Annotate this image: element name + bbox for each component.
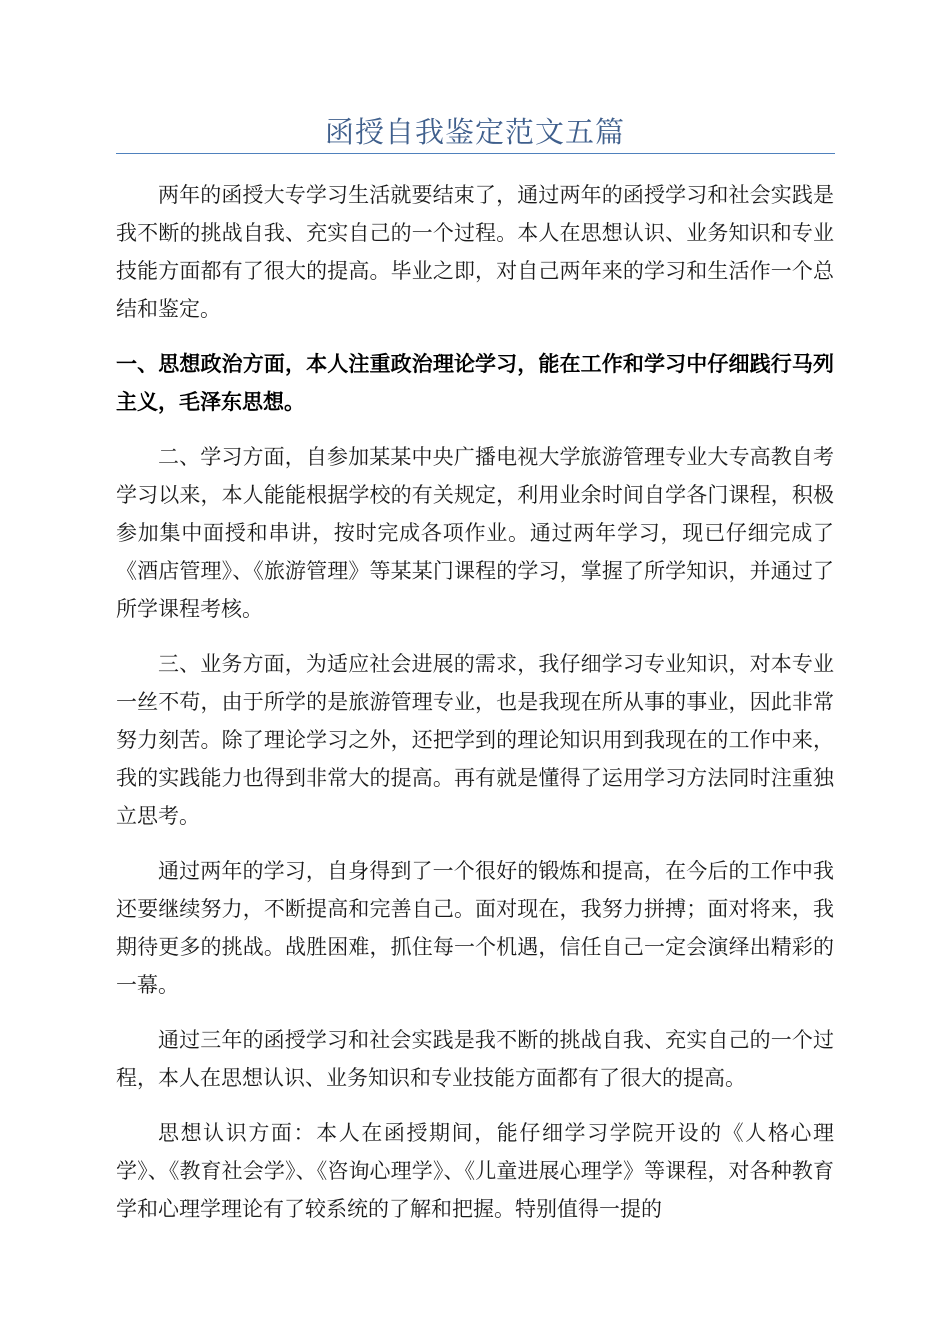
paragraph-summary: 通过两年的学习，自身得到了一个很好的锻炼和提高，在今后的工作中我还要继续努力，不断提高和完善自己。面对现在，我努力拼搏；面对将来，我期待更多的挑战。战胜困难，抓住每一个机遇，信任自己一定会演绎出精彩的一幕。 — [116, 859, 834, 997]
title-underline — [116, 153, 835, 154]
paragraph-second-essay-intro: 通过三年的函授学习和社会实践是我不断的挑战自我、充实自己的一个过程，本人在思想认识、业务知识和专业技能方面都有了很大的提高。 — [116, 1028, 834, 1090]
paragraph-intro: 两年的函授大专学习生活就要结束了，通过两年的函授学习和社会实践是我不断的挑战自我、充实自己的一个过程。本人在思想认识、业务知识和专业技能方面都有了很大的提高。毕业之即，对自己两年来的学习和生活作一个总结和鉴定。 — [116, 183, 834, 321]
document-title: 函授自我鉴定范文五篇 — [324, 115, 625, 149]
paragraph-section-one-heading: 一、思想政治方面，本人注重政治理论学习，能在工作和学习中仔细践行马列主义，毛泽东思想。 — [116, 351, 834, 414]
paragraph-section-two: 二、学习方面，自参加某某中央广播电视大学旅游管理专业大专高教自考学习以来，本人能能根据学校的有关规定，利用业余时间自学各门课程，积极参加集中面授和串讲，按时完成各项作业。通过两年学习，现已仔细完成了《酒店管理》、《旅游管理》等某某门课程的学习，掌握了所学知识，并通过了所学课程考核。 — [116, 445, 834, 621]
document-body — [116, 176, 834, 1245]
paragraph-thought-awareness: 思想认识方面：本人在函授期间，能仔细学习学院开设的《人格心理学》、《教育社会学》、《咨询心理学》、《儿童进展心理学》等课程，对各种教育学和心理学理论有了较系统的了解和把握。特别值得一提的 — [116, 1121, 834, 1221]
paragraph-section-three: 三、业务方面，为适应社会进展的需求，我仔细学习专业知识，对本专业一丝不苟，由于所学的是旅游管理专业，也是我现在所从事的事业，因此非常努力刻苦。除了理论学习之外，还把学到的理论知识用到我现在的工作中来，我的实践能力也得到非常大的提高。再有就是懂得了运用学习方法同时注重独立思考。 — [116, 652, 834, 828]
